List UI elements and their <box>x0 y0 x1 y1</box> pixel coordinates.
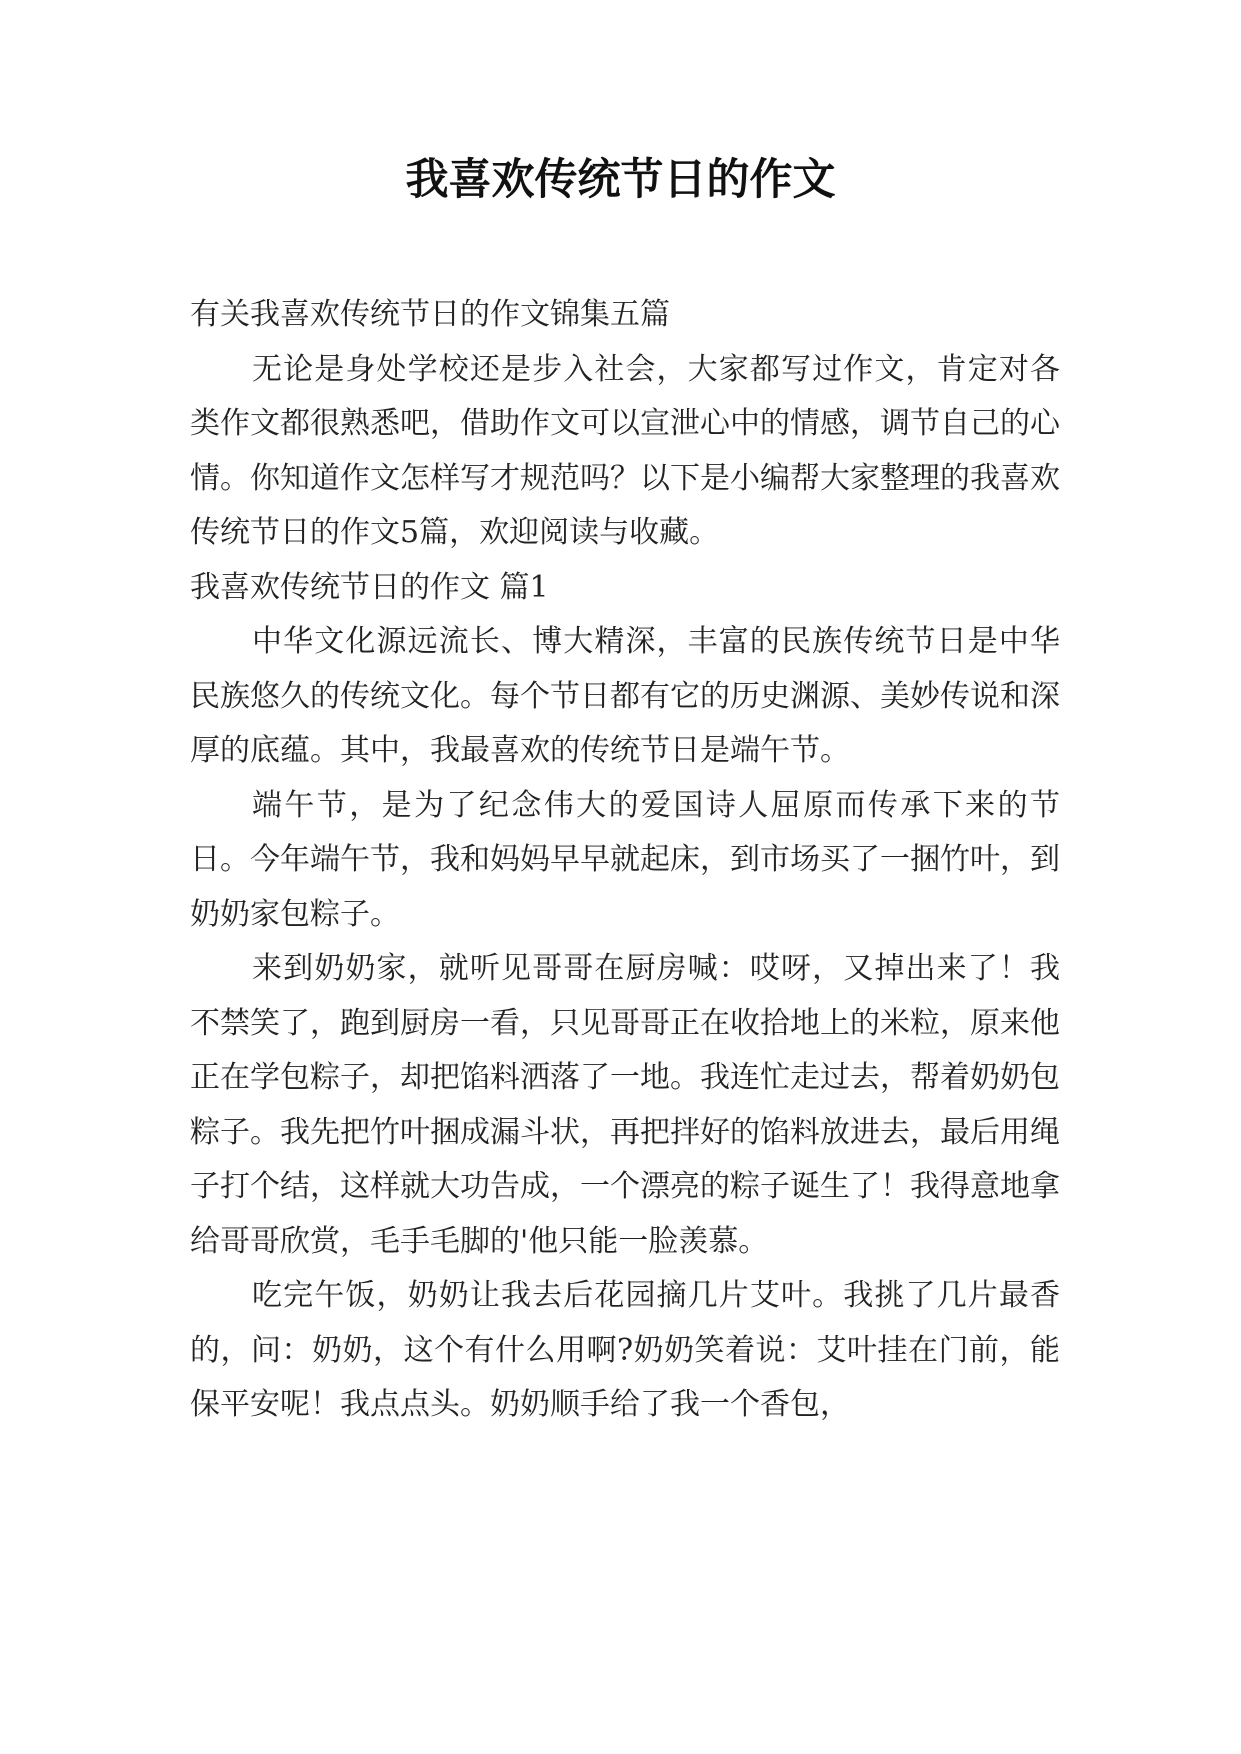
section-heading: 我喜欢传统节日的作文 篇1 <box>190 569 549 605</box>
body-paragraph: 端午节，是为了纪念伟大的爱国诗人屈原而传承下来的节日。今年端午节，我和妈妈早早就起床，到市场买了一捆竹叶，到奶奶家包粽子。 <box>190 787 1060 932</box>
document-body <box>190 288 1060 1433</box>
page-title: 我喜欢传统节日的作文 <box>405 155 836 205</box>
body-paragraph: 来到奶奶家，就听见哥哥在厨房喊：哎呀，又掉出来了！我不禁笑了，跑到厨房一看，只见哥哥正在收拾地上的米粒，原来他正在学包粽子，却把馅料洒落了一地。我连忙走过去，帮着奶奶包粽子。我先把竹叶捆成漏斗状，再把拌好的馅料放进去，最后用绳子打个结，这样就大功告成，一个漂亮的粽子诞生了！我得意地拿给哥哥欣赏，毛手毛脚的'他只能一脸羡慕。 <box>190 951 1060 1259</box>
intro-paragraph: 无论是身处学校还是步入社会，大家都写过作文，肯定对各类作文都很熟悉吧，借助作文可以宣泄心中的情感，调节自己的心情。你知道作文怎样写才规范吗？以下是小编帮大家整理的我喜欢传统节日的作文5篇，欢迎阅读与收藏。 <box>190 351 1060 550</box>
body-paragraph: 吃完午饭，奶奶让我去后花园摘几片艾叶。我挑了几片最香的，问：奶奶，这个有什么用啊?奶奶笑着说：艾叶挂在门前，能保平安呢！我点点头。奶奶顺手给了我一个香包， <box>190 1278 1060 1422</box>
body-paragraph: 中华文化源远流长、博大精深，丰富的民族传统节日是中华民族悠久的传统文化。每个节日都有它的历史渊源、美妙传说和深厚的底蕴。其中，我最喜欢的传统节日是端午节。 <box>190 624 1060 768</box>
subtitle: 有关我喜欢传统节日的作文锦集五篇 <box>190 297 670 332</box>
